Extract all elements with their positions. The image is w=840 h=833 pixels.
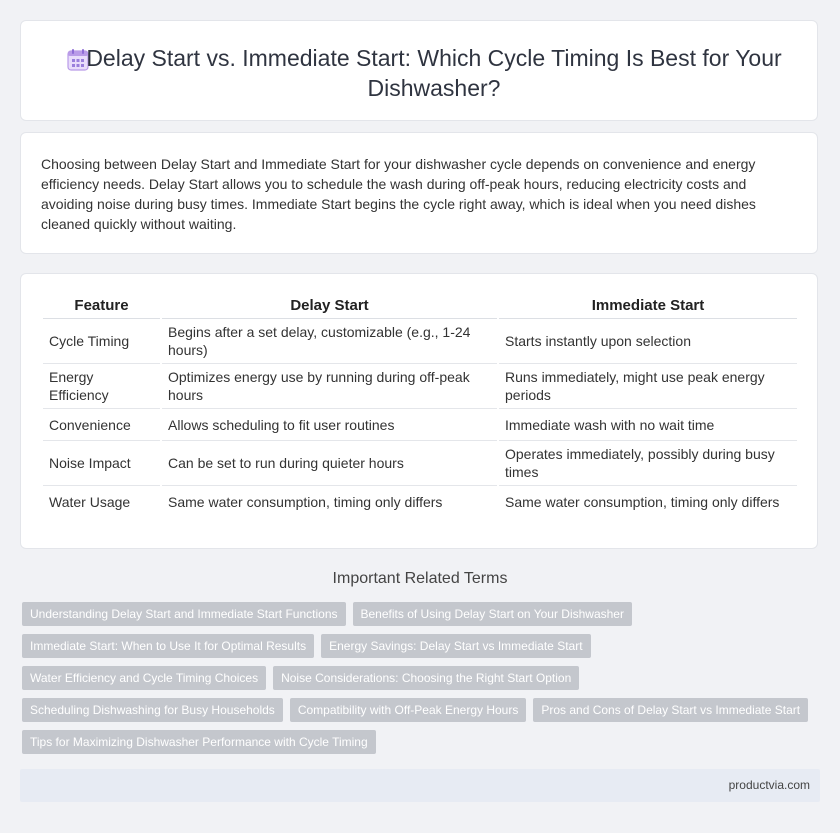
related-term-tag[interactable]: Tips for Maximizing Dishwasher Performance with Cycle Timing: [22, 730, 376, 754]
comparison-table: [41, 292, 799, 517]
related-term-tag[interactable]: Energy Savings: Delay Start vs Immediate Start: [321, 634, 590, 658]
header-immediate-start: Immediate Start: [499, 292, 797, 319]
immediate-start-cell: Runs immediately, might use peak energy periods: [499, 364, 797, 409]
comparison-card: [20, 273, 818, 549]
intro-text: Choosing between Delay Start and Immediate Start for your dishwasher cycle depends on convenience and energy efficiency needs. Delay Start allows you to schedule the wash during off-peak hours, reducing electricity costs and avoiding noise during busy times. Immediate Start begins the cycle right away, which is ideal when you need dishes cleaned quickly without waiting.: [41, 156, 756, 232]
delay-start-cell: Allows scheduling to fit user routines: [162, 409, 497, 441]
related-terms-title: Important Related Terms: [332, 570, 508, 587]
header-feature: Feature: [43, 292, 160, 319]
related-term-tag[interactable]: Scheduling Dishwashing for Busy Households: [22, 698, 283, 722]
site-name[interactable]: productvia.com: [728, 778, 810, 792]
table-row: [43, 319, 797, 364]
related-term-tag[interactable]: Pros and Cons of Delay Start vs Immediate Start: [533, 698, 808, 722]
delay-start-cell: Begins after a set delay, customizable (e.g., 1-24 hours): [162, 319, 497, 364]
feature-cell: Energy Efficiency: [43, 364, 160, 409]
immediate-start-cell: Operates immediately, possibly during busy times: [499, 441, 797, 486]
table-header-row: [43, 292, 797, 319]
related-term-tag[interactable]: Noise Considerations: Choosing the Right Start Option: [273, 666, 579, 690]
feature-cell: Noise Impact: [43, 441, 160, 486]
related-term-tag[interactable]: Understanding Delay Start and Immediate Start Functions: [22, 602, 346, 626]
footer: [20, 769, 820, 802]
table-row: [43, 486, 797, 517]
feature-cell: Water Usage: [49, 493, 131, 510]
feature-cell: Cycle Timing: [43, 319, 160, 364]
header-card: [20, 20, 818, 121]
page-title: Delay Start vs. Immediate Start: Which Cycle Timing Is Best for Your Dishwasher?: [86, 45, 782, 101]
related-terms-list: [22, 602, 812, 754]
intro-card: [20, 132, 818, 254]
table-row: [43, 364, 797, 409]
related-term-tag[interactable]: Immediate Start: When to Use It for Optimal Results: [22, 634, 314, 658]
delay-start-cell: Same water consumption, timing only differs: [168, 493, 443, 510]
related-term-tag[interactable]: Water Efficiency and Cycle Timing Choices: [22, 666, 266, 690]
immediate-start-cell: Starts instantly upon selection: [499, 319, 797, 364]
immediate-start-cell: Same water consumption, timing only differs: [505, 493, 780, 510]
table-row: [43, 409, 797, 441]
feature-cell: Convenience: [43, 409, 160, 441]
immediate-start-cell: Immediate wash with no wait time: [499, 409, 797, 441]
delay-start-cell: Optimizes energy use by running during off-peak hours: [162, 364, 497, 409]
table-row: [43, 441, 797, 486]
related-term-tag[interactable]: Compatibility with Off-Peak Energy Hours: [290, 698, 527, 722]
related-term-tag[interactable]: Benefits of Using Delay Start on Your Dishwasher: [353, 602, 632, 626]
header-delay-start: Delay Start: [162, 292, 497, 319]
delay-start-cell: Can be set to run during quieter hours: [162, 441, 497, 486]
